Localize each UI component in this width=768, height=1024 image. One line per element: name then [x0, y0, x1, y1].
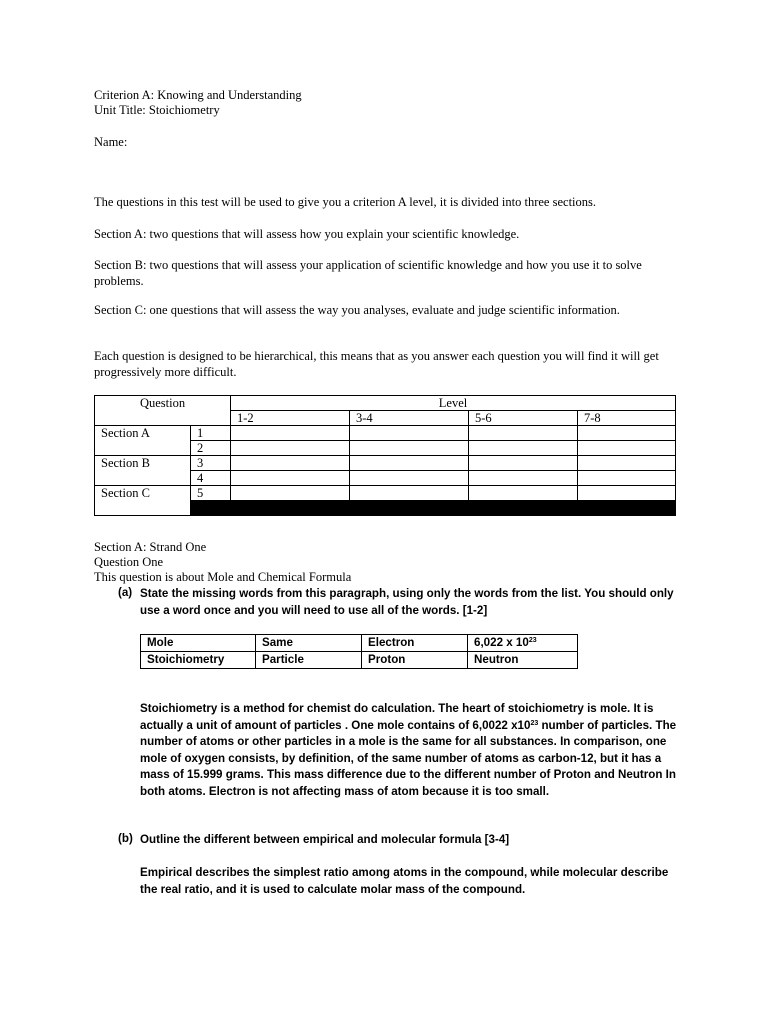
- question-number: 3: [191, 456, 231, 471]
- intro-paragraph-3: Section B: two questions that will assess your application of scientific knowledge and how you use it to solve problems.: [94, 258, 642, 288]
- word-cell: Particle: [256, 652, 362, 669]
- word-cell: Stoichiometry: [141, 652, 256, 669]
- section-label: Section C: [95, 486, 191, 516]
- name-label: Name:: [94, 135, 128, 149]
- word-list-table: [140, 634, 578, 669]
- part-b-answer: Empirical describes the simplest ratio among atoms in the compound, while molecular describe the real ratio, and it is used to calculate molar mass of the compound.: [140, 866, 669, 896]
- unit-title: Unit Title: Stoichiometry: [94, 103, 220, 117]
- criterion-heading: Criterion A: Knowing and Understanding: [94, 88, 302, 102]
- word-cell: Same: [256, 635, 362, 652]
- question-number: 4: [191, 471, 231, 486]
- section-label: Section B: [95, 456, 191, 486]
- word-cell: Mole: [141, 635, 256, 652]
- strand-heading: Section A: Strand One: [94, 540, 207, 554]
- intro-paragraph-5: Each question is designed to be hierarchical, this means that as you answer each question you will find it will get progressively more difficult.: [94, 349, 659, 379]
- level-range: 7-8: [578, 411, 676, 426]
- intro-paragraph-4: Section C: one questions that will assess the way you analyses, evaluate and judge scientific information.: [94, 303, 620, 317]
- blocked-cell: [191, 501, 676, 516]
- level-range: 5-6: [469, 411, 578, 426]
- level-range: 1-2: [231, 411, 350, 426]
- word-cell: Neutron: [468, 652, 578, 669]
- question-topic: This question is about Mole and Chemical Formula: [94, 570, 352, 584]
- part-b-prompt: Outline the different between empirical and molecular formula [3-4]: [140, 833, 510, 846]
- intro-paragraph-1: The questions in this test will be used to give you a criterion A level, it is divided into three sections.: [94, 195, 597, 209]
- question-heading: Question One: [94, 555, 164, 569]
- exponent: 23: [528, 637, 537, 644]
- part-a-answer: Stoichiometry is a method for chemist do calculation. The heart of stoichiometry is mole. It is actually a unit of amount of particles . One mole contains of 6,0022 $x10^{23}$ number of particles. The number of atoms or other particles in a mole is the same for all substances. In comparison, one mole of oxygen consists, by definition, of the same number of atoms as carbon-12, but it has a mass of 15.999 grams. This mass difference due to the different number of Proton and Neutron In both atoms. Electron is not affecting mass of atom because it is too small.: [140, 702, 677, 798]
- level-header: Level: [231, 396, 676, 411]
- question-number: 5: [191, 486, 231, 501]
- word-cell: Proton: [362, 652, 468, 669]
- word-cell: 6,022 x $10^{23}$: [468, 635, 578, 652]
- question-header: Question: [95, 396, 231, 426]
- section-label: Section A: [95, 426, 191, 456]
- level-range: 3-4: [350, 411, 469, 426]
- question-number: 2: [191, 441, 231, 456]
- part-a-label: (a): [118, 586, 133, 599]
- intro-paragraph-2: Section A: two questions that will assess how you explain your scientific knowledge.: [94, 227, 520, 241]
- level-table: [94, 395, 676, 516]
- question-number: 1: [191, 426, 231, 441]
- part-a-prompt: State the missing words from this paragraph, using only the words from the list. You should only use a word once and you will need to use all of the words. [1-2]: [140, 587, 674, 617]
- part-b-label: (b): [118, 832, 133, 845]
- word-cell: Electron: [362, 635, 468, 652]
